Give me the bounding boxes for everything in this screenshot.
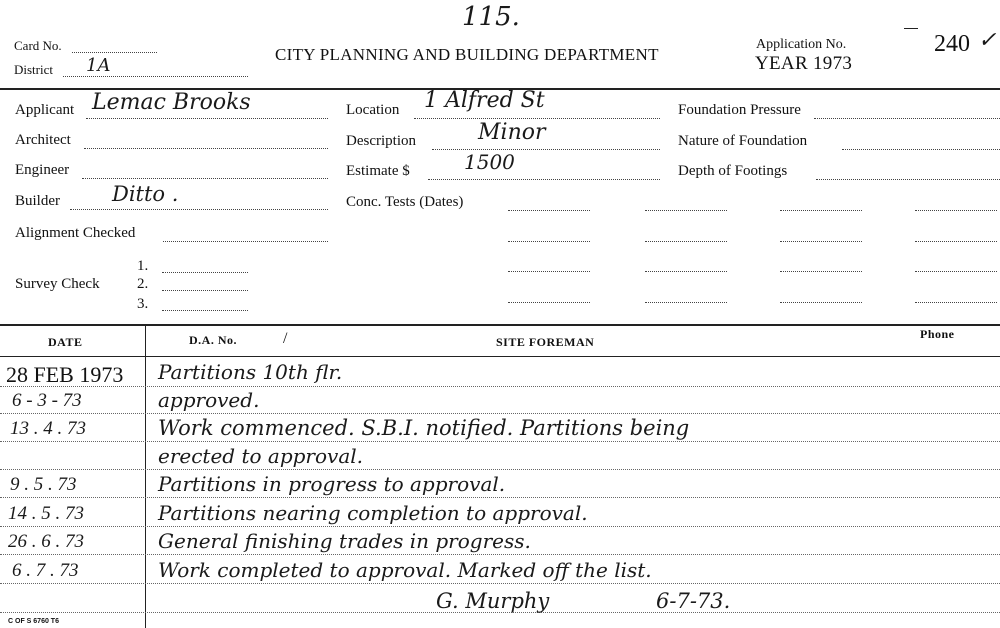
builder-line	[70, 209, 328, 210]
conc-test-line	[915, 241, 997, 242]
conc-test-line	[645, 302, 727, 303]
log-entry: Work commenced. S.B.I. notified. Partitions being	[158, 416, 690, 440]
ruled-line	[0, 583, 1000, 584]
conc-test-line	[780, 210, 862, 211]
conc-test-line	[508, 302, 590, 303]
foundation-pressure-label: Foundation Pressure	[678, 102, 801, 118]
log-date: 28 FEB 1973	[6, 362, 124, 387]
check-mark-icon: ✓	[978, 28, 997, 53]
conc-test-line	[508, 241, 590, 242]
conc-test-line	[645, 210, 727, 211]
depth-footings-label: Depth of Footings	[678, 163, 788, 179]
builder-value: Ditto .	[112, 182, 179, 206]
estimate-label: Estimate $	[346, 163, 410, 179]
district-label: District	[14, 62, 53, 77]
nature-foundation-line	[842, 149, 1000, 150]
survey-2-label: 2.	[137, 276, 149, 292]
applicant-label: Applicant	[15, 102, 75, 118]
ruled-line	[0, 413, 1000, 414]
architect-line	[84, 148, 328, 149]
conc-test-line	[780, 302, 862, 303]
survey-3-label: 3.	[137, 296, 149, 312]
top-right-dash	[904, 28, 918, 29]
location-label: Location	[346, 102, 400, 118]
ruled-line	[0, 497, 1000, 498]
ruled-line	[0, 526, 1000, 527]
depth-footings-line	[816, 179, 1000, 180]
ruled-line	[0, 469, 1000, 470]
architect-label: Architect	[15, 132, 71, 148]
conc-tests-label: Conc. Tests (Dates)	[346, 194, 464, 210]
builder-label: Builder	[15, 193, 60, 209]
survey-1-label: 1.	[137, 258, 149, 274]
log-date: 6 . 7 . 73	[12, 560, 79, 581]
year-label: YEAR 1973	[755, 53, 853, 74]
district-line	[63, 76, 248, 77]
log-header-rule	[0, 356, 1000, 357]
engineer-label: Engineer	[15, 162, 70, 178]
da-no-header: D.A. No.	[189, 333, 237, 347]
alignment-label: Alignment Checked	[15, 225, 136, 241]
log-entry: General finishing trades in progress.	[158, 529, 531, 553]
ruled-line	[0, 441, 1000, 442]
description-label: Description	[346, 133, 416, 149]
log-date: 26 . 6 . 73	[8, 531, 84, 552]
survey-3-line	[162, 310, 248, 311]
application-no-label: Application No.	[756, 37, 847, 52]
card-no-line	[72, 52, 157, 53]
card-no-label: Card No.	[14, 38, 62, 53]
log-divider	[0, 324, 1000, 326]
conc-test-line	[780, 241, 862, 242]
conc-test-line	[645, 271, 727, 272]
application-number: 240	[934, 31, 970, 57]
conc-test-line	[645, 241, 727, 242]
log-entry: approved.	[158, 388, 260, 412]
estimate-line	[428, 179, 660, 180]
phone-header: Phone	[920, 327, 955, 341]
district-value: 1A	[86, 55, 111, 76]
da-no-value: /	[283, 330, 288, 347]
applicant-value: Lemac Brooks	[92, 90, 251, 115]
ruled-line	[0, 554, 1000, 555]
page-number: 115.	[462, 2, 520, 32]
conc-test-line	[508, 210, 590, 211]
department-title: CITY PLANNING AND BUILDING DEPARTMENT	[275, 45, 659, 64]
conc-test-line	[780, 271, 862, 272]
log-date: 9 . 5 . 73	[10, 474, 77, 495]
log-entry: Partitions nearing completion to approval.	[158, 501, 588, 525]
nature-foundation-label: Nature of Foundation	[678, 133, 808, 149]
log-date: 6 - 3 - 73	[12, 390, 82, 411]
log-entry: Work completed to approval. Marked off the list.	[158, 558, 652, 582]
foreman-signature: G. Murphy	[436, 589, 550, 613]
survey-check-label: Survey Check	[15, 276, 100, 292]
site-foreman-header: SITE FOREMAN	[496, 335, 595, 349]
log-date: 13 . 4 . 73	[10, 418, 86, 439]
applicant-line	[86, 118, 328, 119]
log-entry: Partitions 10th flr.	[158, 360, 343, 384]
estimate-value: 1500	[464, 150, 515, 174]
engineer-line	[82, 178, 328, 179]
description-value: Minor	[478, 120, 546, 145]
log-entry: erected to approval.	[158, 444, 364, 468]
form-code: C OF S 6760 T6	[8, 618, 59, 625]
survey-2-line	[162, 290, 248, 291]
conc-test-line	[915, 302, 997, 303]
conc-test-line	[915, 271, 997, 272]
survey-1-line	[162, 272, 248, 273]
ruled-line	[0, 386, 1000, 387]
conc-test-line	[508, 271, 590, 272]
location-value: 1 Alfred St	[424, 88, 545, 113]
log-date: 14 . 5 . 73	[8, 503, 84, 524]
conc-test-line	[915, 210, 997, 211]
log-entry: Partitions in progress to approval.	[158, 472, 506, 496]
alignment-line	[163, 241, 328, 242]
date-header: DATE	[48, 335, 83, 349]
signature-date: 6-7-73.	[656, 589, 731, 613]
location-line	[414, 118, 660, 119]
foundation-pressure-line	[814, 118, 1000, 119]
